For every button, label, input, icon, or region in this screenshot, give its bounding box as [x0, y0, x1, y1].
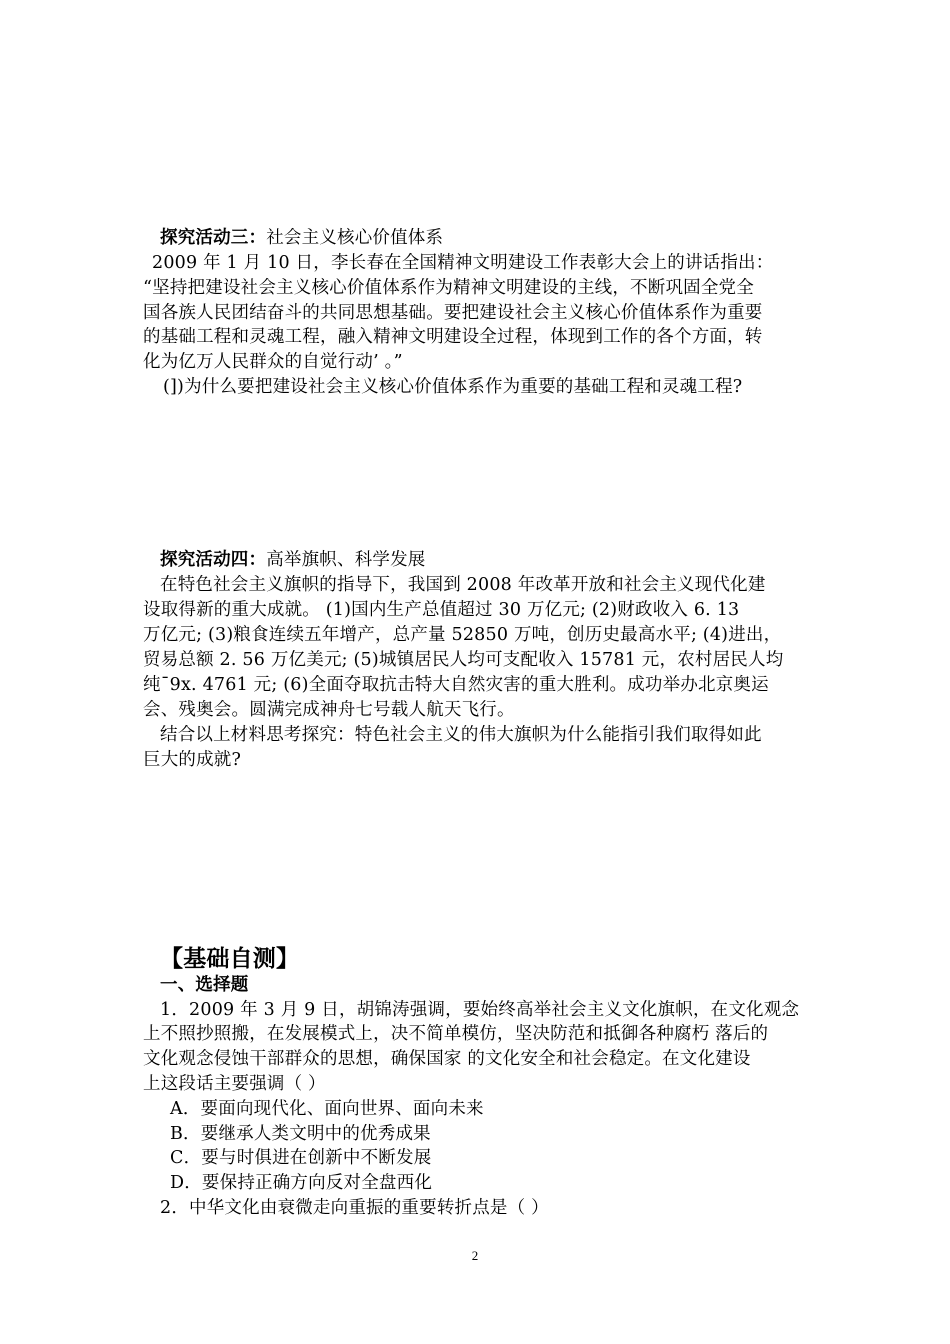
activity3-title-text: 社会主义核心价值体系: [266, 228, 444, 248]
section-title: 一、选择题: [160, 975, 249, 995]
option-a: A．要面向现代化、面向世界、面向未来: [170, 1099, 484, 1119]
question-1-line: 1．2009 年 3 月 9 日，胡锦涛强调，要始终高举社会主义文化旗帜，在文化观念: [160, 1000, 800, 1020]
activity4-title: [160, 548, 426, 572]
page-number: 2: [471, 1248, 479, 1263]
activity4-question: 结合以上材料思考探究：特色社会主义的伟大旗帜为什么能指引我们取得如此: [160, 725, 762, 745]
option-b: B．要继承人类文明中的优秀成果: [170, 1124, 431, 1144]
activity3-line: 国各族人民团结奋斗的共同思想基础。要把建设社会主义核心价值体系作为重要: [143, 303, 763, 323]
question-1-line: 文化观念侵蚀干部群众的思想，确保国家 的文化安全和社会稳定。在文化建设: [143, 1049, 751, 1069]
question-2: 2．中华文化由衰微走向重振的重要转折点是（ ）: [160, 1198, 549, 1218]
activity3-line: 2009 年 1 月 10 日，李长春在全国精神文明建设工作表彰大会上的讲话指出：: [152, 253, 774, 273]
activity4-line: 设取得新的重大成就。 (1)国内生产总值超过 30 万亿元; (2)财政收入 6. 13: [143, 600, 740, 620]
activity4-line: 贸易总额 2. 56 万亿美元; (5)城镇居民人均可支配收入 15781 元，农村居民人均: [143, 650, 784, 670]
activity3-line: “坚持把建设社会主义核心价值体系作为精神文明建设的主线，不断巩固全党全: [143, 278, 754, 298]
option-c: C．要与时俱进在创新中不断发展: [170, 1148, 432, 1168]
option-d: D．要保持正确方向反对全盘西化: [170, 1173, 433, 1193]
activity4-title-label: 探究活动四：: [160, 550, 267, 570]
question-1-line: 上这段话主要强调（ ）: [143, 1074, 326, 1094]
activity4-question: 巨大的成就?: [143, 750, 242, 770]
self-test-heading: 【基础自测】: [160, 945, 300, 972]
activity3-line: 化为亿万人民群众的自觉行动’ 。”: [143, 352, 403, 372]
activity4-line: 在特色社会主义旗帜的指导下，我国到 2008 年改革开放和社会主义现代化建: [160, 575, 766, 595]
activity3-line: 的基础工程和灵魂工程，融入精神文明建设全过程，体现到工作的各个方面，转: [143, 327, 763, 347]
activity4-title-text: 高举旗帜、科学发展: [266, 550, 426, 570]
activity3-title: [160, 226, 443, 250]
activity4-line: 会、残奥会。圆满完成神舟七号载人航天飞行。: [143, 700, 515, 720]
activity3-title-label: 探究活动三：: [160, 228, 267, 248]
activity3-question: (])为什么要把建设社会主义核心价值体系作为重要的基础工程和灵魂工程?: [163, 377, 743, 397]
activity4-line: 万亿元; (3)粮食连续五年增产，总产量 52850 万吨，创历史最高水平; (4)进出，: [143, 625, 782, 645]
question-1-line: 上不照抄照搬，在发展模式上，决不简单模仿，坚决防范和抵御各种腐朽 落后的: [143, 1024, 769, 1044]
activity4-line: 纯¯9x. 4761 元; (6)全面夺取抗击特大自然灾害的重大胜利。成功举办北京奥运: [143, 675, 769, 695]
